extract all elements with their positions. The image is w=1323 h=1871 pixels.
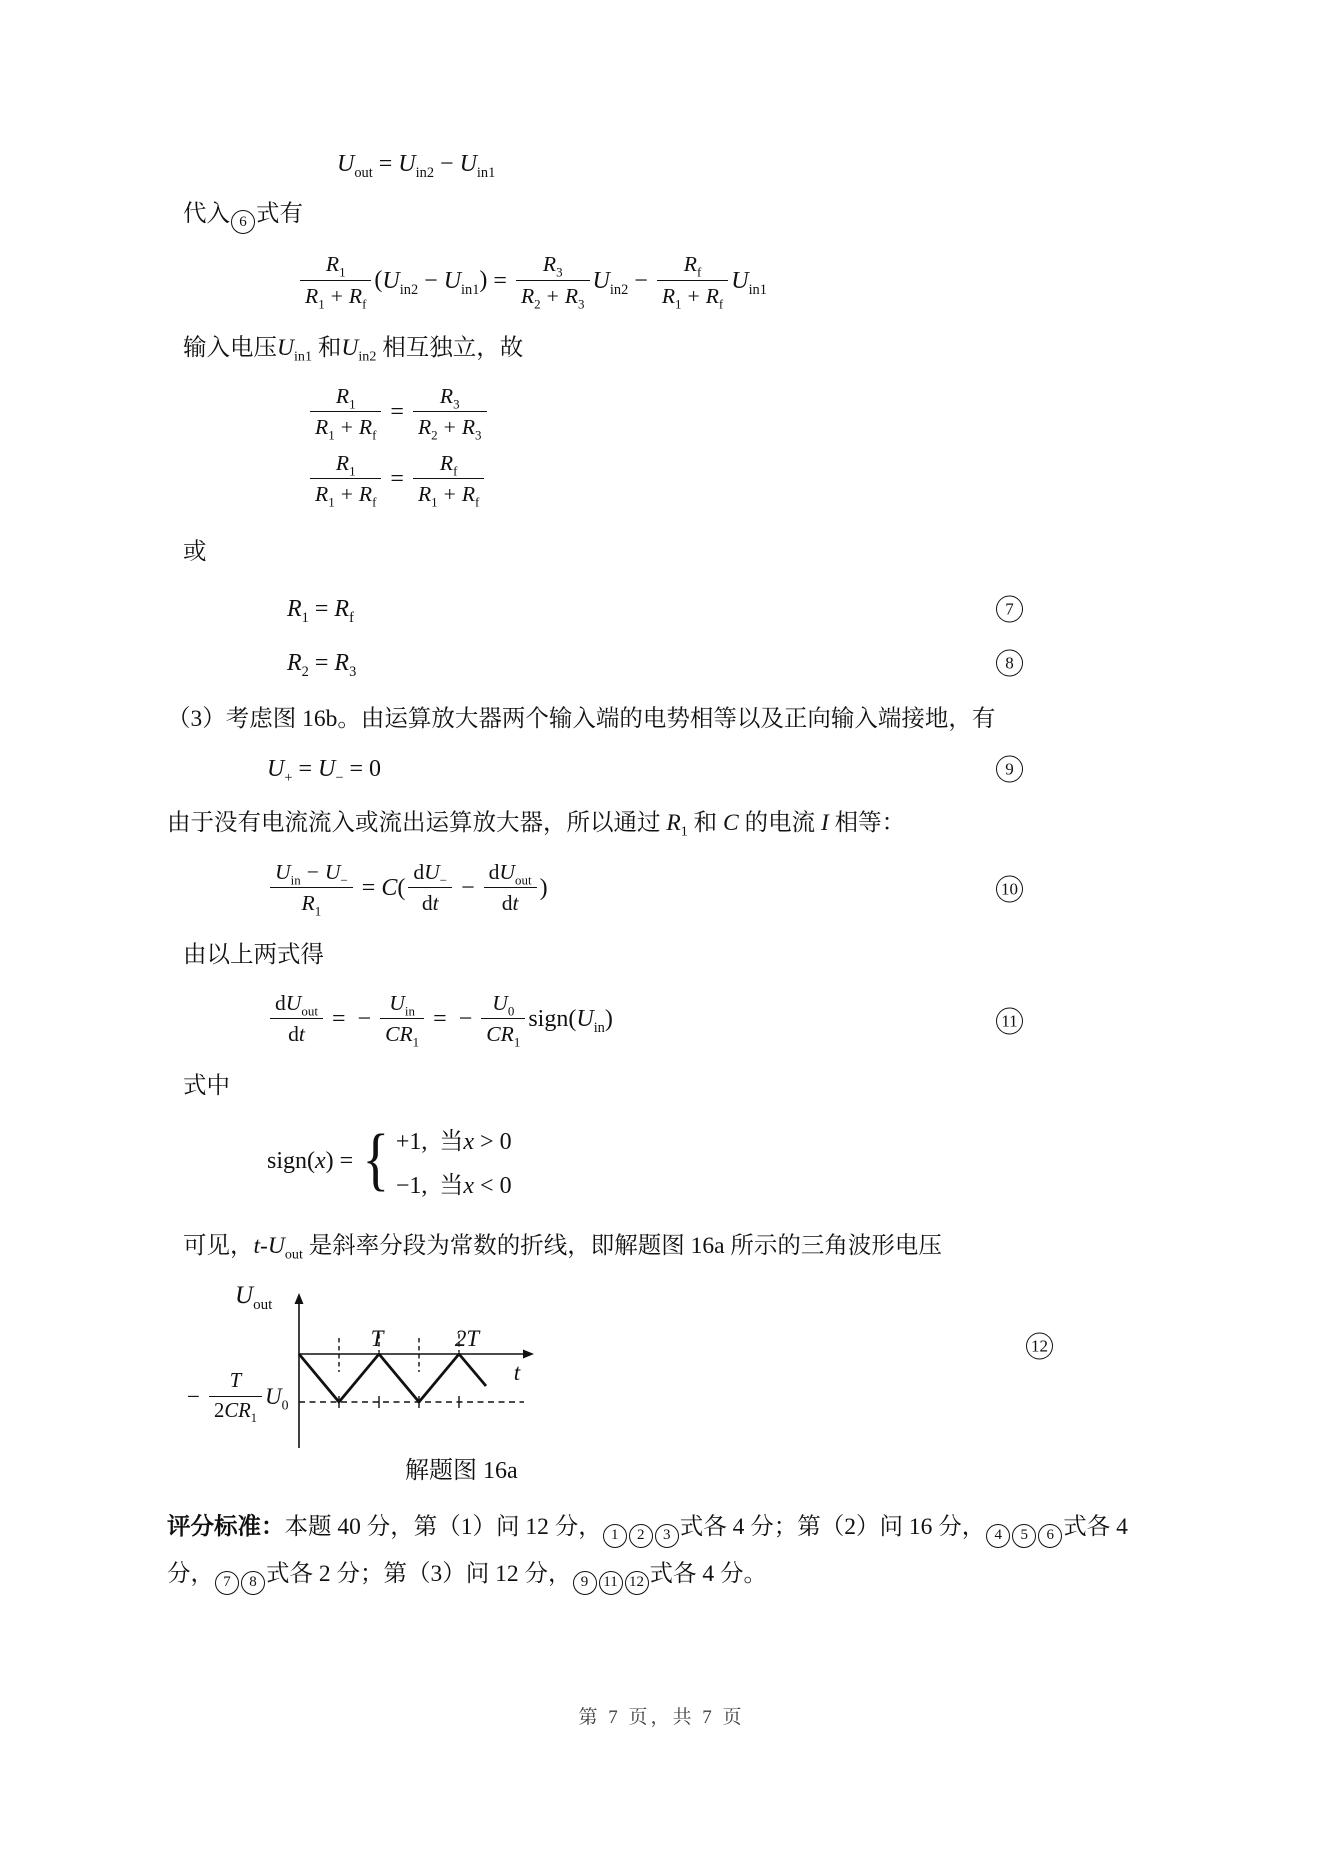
paragraph-scoring-criteria: 评分标准：本题 40 分，第（1）问 12 分， 1 2 3 式各 4 分；第（2）问 16 分， 4 5 6 式各 4 分， 7 8 式各 2 分；第（3）问 12 分， 9 11 12 式各 4 分。 xyxy=(167,1504,1169,1598)
equation-uout-math: $U_{out} = U_{in2} - U_{in1}$ xyxy=(337,150,496,181)
equation-uout xyxy=(167,150,1173,181)
equation-sign-definition-math: sign(x) = { +1, 当x > 0 −1, 当x < 0 xyxy=(267,1121,512,1199)
equation-number-9: 9 xyxy=(996,756,1023,783)
equation-8 xyxy=(167,649,1173,680)
equation-7 xyxy=(167,595,1173,626)
equation-ratio-r3 xyxy=(167,384,1173,443)
equation-10 xyxy=(167,860,1173,919)
equation-number-10: 10 xyxy=(996,876,1023,903)
figure-16a xyxy=(187,1282,1173,1496)
paragraph-from-two-eqs: 由以上两式得 xyxy=(183,941,324,968)
paragraph-where: 式中 xyxy=(183,1073,230,1100)
figure-2period-label: 2T xyxy=(454,1326,480,1352)
page-footer: 第 7 页，共 7 页 xyxy=(578,1707,745,1728)
equation-10-math: $\frac{U_{in} - U_-}{R_1}$ = C( $\frac{dU_-}{dt}$ − $\frac{dU_{out}}{dt}$ ) xyxy=(267,860,548,919)
paragraph-substitute-eq6: 代入 6 式有 xyxy=(167,196,1173,235)
paragraph-equal-current: 由于没有电流流入或流出运算放大器，所以通过 $R_1$ 和 C 的电流 I 相等： xyxy=(167,810,906,840)
equation-9 xyxy=(167,755,1173,786)
equation-number-7: 7 xyxy=(996,595,1023,622)
figure-period-label: T xyxy=(370,1326,384,1352)
triangle-wave-plot xyxy=(277,1290,557,1460)
equation-ratio-rf-math: $\frac{R_1}{R_1 + R_f}$ = $\frac{R_f}{R_1 + R_f}$ xyxy=(307,451,487,510)
paragraph-independent-inputs: 输入电压$U_{in1}$ 和$U_{in2}$ 相互独立，故 xyxy=(183,334,524,365)
equation-ratio-r3-math: $\frac{R_1}{R_1 + R_f}$ = $\frac{R_3}{R_2 + R_3}$ xyxy=(307,384,490,443)
equation-number-8: 8 xyxy=(996,649,1023,676)
equation-main-balance xyxy=(167,252,1173,311)
paragraph-part3-intro: （3）考虑图 16b。由运算放大器两个输入端的电势相等以及正向输入端接地，有 xyxy=(167,705,996,732)
equation-number-12: 12 xyxy=(1026,1333,1053,1360)
equation-9-math: $U_+ = U_- = 0$ xyxy=(267,756,382,786)
equation-number-11: 11 xyxy=(996,1007,1023,1034)
figure-x-axis-label: t xyxy=(513,1360,521,1386)
equation-11 xyxy=(167,991,1173,1050)
equation-11-math: $\frac{dU_{out}}{dt}$ = − $\frac{U_{in}}{CR_1}$ = − $\frac{U_0}{CR_1}$ $sign(U_{in})$ xyxy=(267,991,613,1050)
figure-trough-level-label: − $\frac{T}{2CR_1}$ $U_0$ xyxy=(187,1370,289,1426)
figure-caption: 解题图 16a xyxy=(405,1458,518,1485)
equation-8-math: $R_2 = R_3$ xyxy=(287,649,357,680)
figure-y-axis-label: $U_{out}$ xyxy=(235,1282,273,1314)
equation-sign-definition xyxy=(167,1123,1173,1202)
paragraph-or: 或 xyxy=(183,539,207,566)
equation-main-balance-math: $\frac{R_1}{R_1 + R_f}$ $(U_{in2} - U_{in1})$ = $\frac{R_3}{R_2 + R_3}$ $U_{in2}$ − $\frac{R_f}{R_1 + R_f}$ $U_{in1}$ xyxy=(297,252,767,311)
paragraph-triangle-wave: 可见，$t-U_{out}$ 是斜率分段为常数的折线，即解题图 16a 所示的三角波形电压 xyxy=(183,1232,942,1263)
equation-7-math: $R_1 = R_f$ xyxy=(287,595,354,626)
equation-ratio-rf xyxy=(167,451,1173,510)
